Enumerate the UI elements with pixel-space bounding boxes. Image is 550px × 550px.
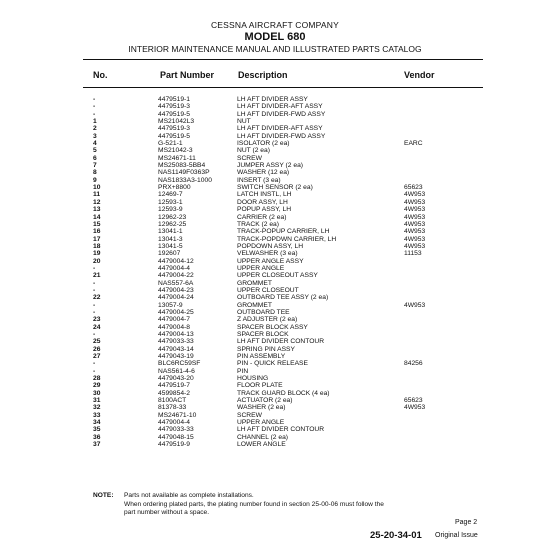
description: VELWASHER (3 ea) xyxy=(237,250,298,258)
description: OUTBOARD TEE ASSY (2 ea) xyxy=(237,294,329,302)
description: HOUSING xyxy=(237,375,269,383)
part-number: 4479004-8 xyxy=(158,323,190,331)
part-number: 81378-33 xyxy=(158,404,187,412)
row-number: - xyxy=(93,96,96,103)
description: LH AFT DIVIDER-AFT ASSY xyxy=(237,103,323,111)
table-row xyxy=(0,419,550,426)
description: WASHER (2 ea) xyxy=(237,404,286,412)
part-number: 4479004-25 xyxy=(158,308,194,316)
description: UPPER ANGLE xyxy=(237,264,285,272)
vendor-code: 4W953 xyxy=(404,213,426,221)
description: SPACER BLOCK ASSY xyxy=(237,323,308,331)
vendor-code: 4W953 xyxy=(404,198,426,206)
table-row xyxy=(0,169,550,176)
part-number: NAS557-6A xyxy=(158,279,194,287)
row-number: 26 xyxy=(93,345,101,353)
table-row xyxy=(0,125,550,132)
column-header-description: Description xyxy=(238,70,288,80)
row-number: 37 xyxy=(93,441,101,449)
manual-title: INTERIOR MAINTENANCE MANUAL AND ILLUSTRATED PARTS CATALOG xyxy=(128,44,422,54)
table-row xyxy=(0,309,550,316)
vendor-code: 84256 xyxy=(404,360,423,368)
table-row xyxy=(0,258,550,265)
part-number: 4479004-23 xyxy=(158,286,194,294)
vendor-code: 4W953 xyxy=(404,206,426,214)
vendor-code: 4W953 xyxy=(404,220,426,228)
table-row xyxy=(0,199,550,206)
description: Z ADJUSTER (2 ea) xyxy=(237,316,298,324)
description: NUT xyxy=(237,118,251,126)
header-bottom-rule xyxy=(83,87,483,88)
row-number: 17 xyxy=(93,235,101,243)
description: LH AFT DIVIDER-FWD ASSY xyxy=(237,132,326,140)
part-number: 8100ACT xyxy=(158,397,187,405)
part-number: 4479004-4 xyxy=(158,419,190,427)
table-row xyxy=(0,177,550,184)
row-number: 24 xyxy=(93,323,101,331)
row-number: - xyxy=(93,103,96,111)
table-row xyxy=(0,221,550,228)
table-row xyxy=(0,265,550,272)
description: GROMMET xyxy=(237,301,272,309)
part-number: MS21042L3 xyxy=(158,118,195,126)
column-header-part-number: Part Number xyxy=(160,70,215,80)
row-number: 21 xyxy=(93,272,101,280)
row-number: 10 xyxy=(93,184,101,192)
description: DOOR ASSY, LH xyxy=(237,198,288,206)
description: POPDOWN ASSY, LH xyxy=(237,242,304,250)
note-label: NOTE: xyxy=(93,492,114,499)
vendor-code: EARC xyxy=(404,140,423,148)
row-number: 28 xyxy=(93,375,101,383)
description: PIN ASSEMBLY xyxy=(237,353,286,361)
table-row xyxy=(0,184,550,191)
table-row xyxy=(0,133,550,140)
table-row xyxy=(0,236,550,243)
table-row xyxy=(0,191,550,198)
issue-status: Original Issue xyxy=(435,532,478,539)
description: LATCH INSTL, LH xyxy=(237,191,292,199)
description: SCREW xyxy=(237,154,262,162)
row-number: - xyxy=(93,308,96,316)
row-number: - xyxy=(93,301,96,309)
table-row xyxy=(0,441,550,448)
description: TRACK-POPUP CARRIER, LH xyxy=(237,228,330,236)
table-row xyxy=(0,368,550,375)
description: UPPER CLOSEOUT ASSY xyxy=(237,272,318,280)
description: LH AFT DIVIDER-FWD ASSY xyxy=(237,110,326,118)
description: PIN - QUICK RELEASE xyxy=(237,360,308,368)
table-row xyxy=(0,228,550,235)
row-number: 6 xyxy=(93,154,97,162)
part-number: 4479043-19 xyxy=(158,353,194,361)
vendor-code: 65623 xyxy=(404,184,423,192)
description: LH AFT DIVIDER ASSY xyxy=(237,96,308,103)
vendor-code: 4W953 xyxy=(404,404,426,412)
row-number: - xyxy=(93,331,96,338)
part-number: 192607 xyxy=(158,250,181,258)
description: OUTBOARD TEE xyxy=(237,308,290,316)
table-row xyxy=(0,353,550,360)
table-row xyxy=(0,404,550,411)
part-number: 4479004-22 xyxy=(158,272,194,280)
part-number: 4479004-24 xyxy=(158,294,194,302)
table-row xyxy=(0,103,550,110)
row-number: 30 xyxy=(93,389,101,397)
row-number: 16 xyxy=(93,228,101,236)
vendor-code: 4W953 xyxy=(404,242,426,250)
table-row xyxy=(0,147,550,154)
description: NUT (2 ea) xyxy=(237,147,270,155)
part-number: 4479004-13 xyxy=(158,331,194,338)
row-number: 8 xyxy=(93,169,97,177)
table-row xyxy=(0,243,550,250)
column-header-no: No. xyxy=(93,70,108,80)
description: TRACK (2 ea) xyxy=(237,220,279,228)
description: CHANNEL (2 ea) xyxy=(237,433,289,441)
row-number: 11 xyxy=(93,191,101,199)
part-number: 4479043-20 xyxy=(158,375,194,383)
row-number: 19 xyxy=(93,250,101,258)
part-number: NAS1833A3-1000 xyxy=(158,176,212,184)
table-row xyxy=(0,302,550,309)
table-row xyxy=(0,118,550,125)
row-number: - xyxy=(93,360,96,368)
note-line: When ordering plated parts, the plating number found in section 25-00-06 must follow the xyxy=(124,500,384,508)
description: JUMPER ASSY (2 ea) xyxy=(237,162,304,170)
page-number: Page 2 xyxy=(455,519,478,526)
table-row xyxy=(0,412,550,419)
description: FLOOR PLATE xyxy=(237,382,283,390)
description: SCREW xyxy=(237,411,262,419)
description: TRACK GUARD BLOCK (4 ea) xyxy=(237,389,330,397)
table-row xyxy=(0,162,550,169)
table-row xyxy=(0,111,550,118)
table-row xyxy=(0,155,550,162)
row-number: 29 xyxy=(93,382,101,390)
row-number: - xyxy=(93,286,96,294)
row-number: 23 xyxy=(93,316,101,324)
part-number: 13041-1 xyxy=(158,228,183,236)
note-line: Parts not available as complete installations. xyxy=(124,492,254,499)
row-number: 31 xyxy=(93,397,101,405)
row-number: 20 xyxy=(93,257,101,265)
table-row xyxy=(0,206,550,213)
column-header-vendor: Vendor xyxy=(404,70,435,80)
table-row xyxy=(0,375,550,382)
table-row xyxy=(0,280,550,287)
description: SPRING PIN ASSY xyxy=(237,345,295,353)
part-number: 4479043-14 xyxy=(158,345,194,353)
header-top-rule xyxy=(83,59,483,60)
note-line: part number without a space. xyxy=(124,509,210,517)
row-number: 13 xyxy=(93,206,101,214)
row-number: 3 xyxy=(93,132,97,140)
row-number: 33 xyxy=(93,411,101,419)
table-row xyxy=(0,250,550,257)
table-row xyxy=(0,96,550,103)
part-number: 4479519-7 xyxy=(158,382,190,390)
parts-list xyxy=(0,96,550,449)
part-number: 13057-9 xyxy=(158,301,183,309)
part-number: MS21042-3 xyxy=(158,147,193,155)
row-number: 35 xyxy=(93,426,101,434)
row-number: 9 xyxy=(93,176,97,184)
description: CARRIER (2 ea) xyxy=(237,213,287,221)
part-number: 4479004-7 xyxy=(158,316,190,324)
part-number: 12469-7 xyxy=(158,191,183,199)
description: LOWER ANGLE xyxy=(237,441,286,449)
table-row xyxy=(0,316,550,323)
table-row xyxy=(0,434,550,441)
part-number: 4479004-12 xyxy=(158,257,194,265)
table-row xyxy=(0,382,550,389)
row-number: 27 xyxy=(93,353,101,361)
row-number: 4 xyxy=(93,140,97,148)
row-number: 36 xyxy=(93,433,101,441)
description: INSERT (3 ea) xyxy=(237,176,281,184)
model-title: MODEL 680 xyxy=(244,31,306,43)
row-number: - xyxy=(93,279,96,287)
part-number: 4479519-3 xyxy=(158,125,190,133)
table-row xyxy=(0,390,550,397)
description: SWITCH SENSOR (2 ea) xyxy=(237,184,313,192)
table-row xyxy=(0,324,550,331)
part-number: G-521-1 xyxy=(158,140,183,148)
row-number: 1 xyxy=(93,118,97,126)
part-number: 4479519-5 xyxy=(158,132,190,140)
table-row xyxy=(0,360,550,367)
part-number: 4479519-3 xyxy=(158,103,190,111)
vendor-code: 4W953 xyxy=(404,191,426,199)
row-number: 14 xyxy=(93,213,101,221)
row-number: 34 xyxy=(93,419,101,427)
vendor-code: 65623 xyxy=(404,397,423,405)
description: LH AFT DIVIDER CONTOUR xyxy=(237,338,325,346)
page-header xyxy=(0,20,550,55)
table-row xyxy=(0,397,550,404)
row-number: 7 xyxy=(93,162,97,170)
description: ACTUATOR (2 ea) xyxy=(237,397,293,405)
table-row xyxy=(0,287,550,294)
vendor-code: 4W953 xyxy=(404,301,426,309)
description: LH AFT DIVIDER-AFT ASSY xyxy=(237,125,323,133)
part-number: 4479033-33 xyxy=(158,426,194,434)
description: UPPER ANGLE ASSY xyxy=(237,257,304,265)
row-number: 15 xyxy=(93,220,101,228)
row-number: - xyxy=(93,110,96,118)
description: ISOLATOR (2 ea) xyxy=(237,140,290,148)
company-name: CESSNA AIRCRAFT COMPANY xyxy=(210,20,340,30)
row-number: 12 xyxy=(93,198,101,206)
vendor-code: 11153 xyxy=(404,250,422,258)
table-row xyxy=(0,426,550,433)
table-row xyxy=(0,338,550,345)
part-number: BLC6RC59SF xyxy=(158,360,201,368)
part-number: NAS561-4-6 xyxy=(158,367,195,375)
vendor-code: 4W953 xyxy=(404,235,426,243)
table-row xyxy=(0,294,550,301)
document-id: 25-20-34-01 xyxy=(370,530,422,541)
row-number: 2 xyxy=(93,125,97,133)
part-number: 12593-9 xyxy=(158,206,183,214)
row-number: 18 xyxy=(93,242,101,250)
part-number: MS24671-11 xyxy=(158,154,196,162)
description: WASHER (12 ea) xyxy=(237,169,290,177)
row-number: 5 xyxy=(93,147,97,155)
part-number: 4479004-4 xyxy=(158,264,190,272)
description: TRACK-POPDWN CARRIER, LH xyxy=(237,235,337,243)
part-number: NAS1149F0363P xyxy=(158,169,210,177)
row-number: 32 xyxy=(93,404,101,412)
row-number: 22 xyxy=(93,294,101,302)
description: UPPER CLOSEOUT xyxy=(237,286,299,294)
table-row xyxy=(0,346,550,353)
part-number: 4599854-2 xyxy=(158,389,190,397)
description: SPACER BLOCK xyxy=(237,331,289,338)
row-number: 25 xyxy=(93,338,101,346)
table-row xyxy=(0,272,550,279)
description: PIN xyxy=(237,367,249,375)
part-number: MS24671-10 xyxy=(158,411,197,419)
part-number: 12962-23 xyxy=(158,213,187,221)
part-number: 12593-1 xyxy=(158,198,183,206)
part-number: 13041-3 xyxy=(158,235,183,243)
part-number: 12962-25 xyxy=(158,220,187,228)
table-row xyxy=(0,214,550,221)
table-row xyxy=(0,331,550,338)
part-number: 4479519-5 xyxy=(158,110,190,118)
description: GROMMET xyxy=(237,279,272,287)
part-number: 4479048-15 xyxy=(158,433,194,441)
description: UPPER ANGLE xyxy=(237,419,285,427)
part-number: 4479519-9 xyxy=(158,441,190,449)
part-number: 4479519-1 xyxy=(158,96,190,103)
table-row xyxy=(0,140,550,147)
part-number: MS25083-5BB4 xyxy=(158,162,206,170)
part-number: PRX+8800 xyxy=(158,184,191,192)
row-number: - xyxy=(93,264,96,272)
part-number: 4479033-33 xyxy=(158,338,194,346)
part-number: 13041-5 xyxy=(158,242,183,250)
description: LH AFT DIVIDER CONTOUR xyxy=(237,426,325,434)
description: POPUP ASSY, LH xyxy=(237,206,292,214)
row-number: - xyxy=(93,367,96,375)
vendor-code: 4W953 xyxy=(404,228,426,236)
